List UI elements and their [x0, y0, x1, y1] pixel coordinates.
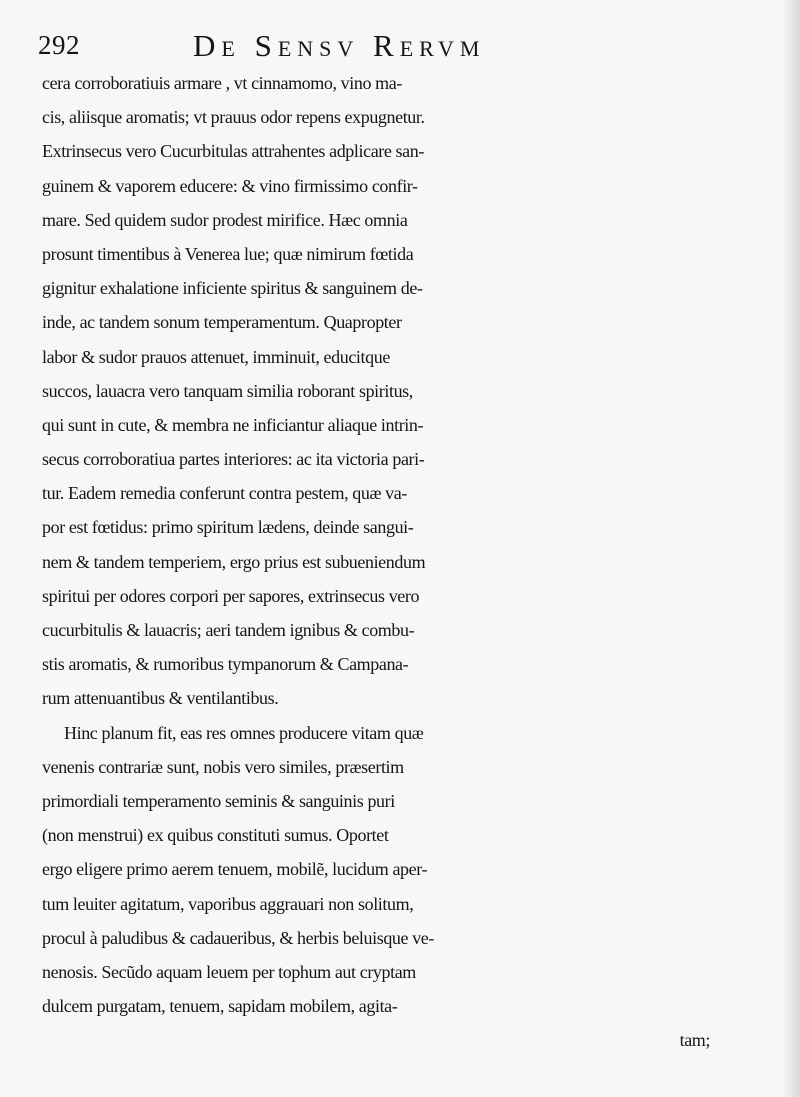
- text-line: procul à paludibus & cadaueribus, & herbis beluisque ve-: [42, 927, 434, 948]
- catchword: tam;: [679, 1030, 710, 1051]
- text-line: labor & sudor prauos attenuet, imminuit, educitque: [42, 346, 390, 367]
- text-line: nenosis. Secũdo aquam leuem per tophum aut cryptam: [42, 961, 416, 982]
- text-line: qui sunt in cute, & membra ne inficiantur aliaque intrin-: [42, 414, 424, 435]
- text-line: rum attenuantibus & ventilantibus.: [42, 688, 279, 709]
- text-line: stis aromatis, & rumoribus tympanorum & Campana-: [42, 654, 409, 675]
- text-line: Extrinsecus vero Cucurbitulas attrahentes adplicare san-: [42, 141, 424, 162]
- text-line: inde, ac tandem sonum temperamentum. Quapropter: [42, 312, 402, 333]
- text-line: nem & tandem temperiem, ergo prius est subueniendum: [42, 551, 426, 572]
- text-line: gignitur exhalatione inficiente spiritus & sanguinem de-: [42, 278, 423, 299]
- text-line: por est fœtidus: primo spiritum lædens, deinde sangui-: [42, 517, 414, 538]
- text-line: secus corroboratiua partes interiores: ac ita victoria pari-: [42, 449, 425, 470]
- paragraph-first-line: Hinc planum fit, eas res omnes producere vitam quæ: [64, 722, 424, 743]
- text-line: cucurbitulis & lauacris; aeri tandem ignibus & combu-: [42, 620, 415, 640]
- page-edge-shadow: [782, 0, 800, 1097]
- text-line: venenis contrariæ sunt, nobis vero similes, præsertim: [42, 756, 404, 777]
- text-line: cera corroboratiuis armare , vt cinnamomo, vino ma-: [42, 73, 402, 93]
- text-line: mare. Sed quidem sudor prodest mirifice. Hæc omnia: [42, 209, 408, 230]
- text-line: spiritui per odores corpori per sapores, extrinsecus vero: [42, 585, 420, 606]
- text-line: tur. Eadem remedia conferunt contra pestem, quæ va-: [42, 483, 407, 504]
- text-line: tum leuiter agitatum, vaporibus aggrauari non solitum,: [42, 893, 414, 914]
- text-line: primordiali temperamento seminis & sanguinis puri: [42, 790, 395, 811]
- page-header: [38, 28, 598, 64]
- text-line: prosunt timentibus à Venerea lue; quæ nimirum fœtida: [42, 243, 414, 264]
- body-text: [42, 66, 742, 1057]
- page-number: 292: [38, 30, 80, 60]
- text-line: dulcem purgatam, tenuem, sapidam mobilem, agita-: [42, 996, 398, 1017]
- text-line: (non menstrui) ex quibus constituti sumus. Oportet: [42, 825, 389, 846]
- text-line: succos, lauacra vero tanquam similia roborant spiritus,: [42, 380, 413, 401]
- text-line: guinem & vaporem educere: & vino firmissimo confir-: [42, 175, 418, 196]
- text-line: cis, aliisque aromatis; vt prauus odor repens expugnetur.: [42, 107, 425, 128]
- running-title: De Sensv Rervm: [193, 28, 486, 63]
- text-line: ergo eligere primo aerem tenuem, mobilẽ, lucidum aper-: [42, 859, 428, 880]
